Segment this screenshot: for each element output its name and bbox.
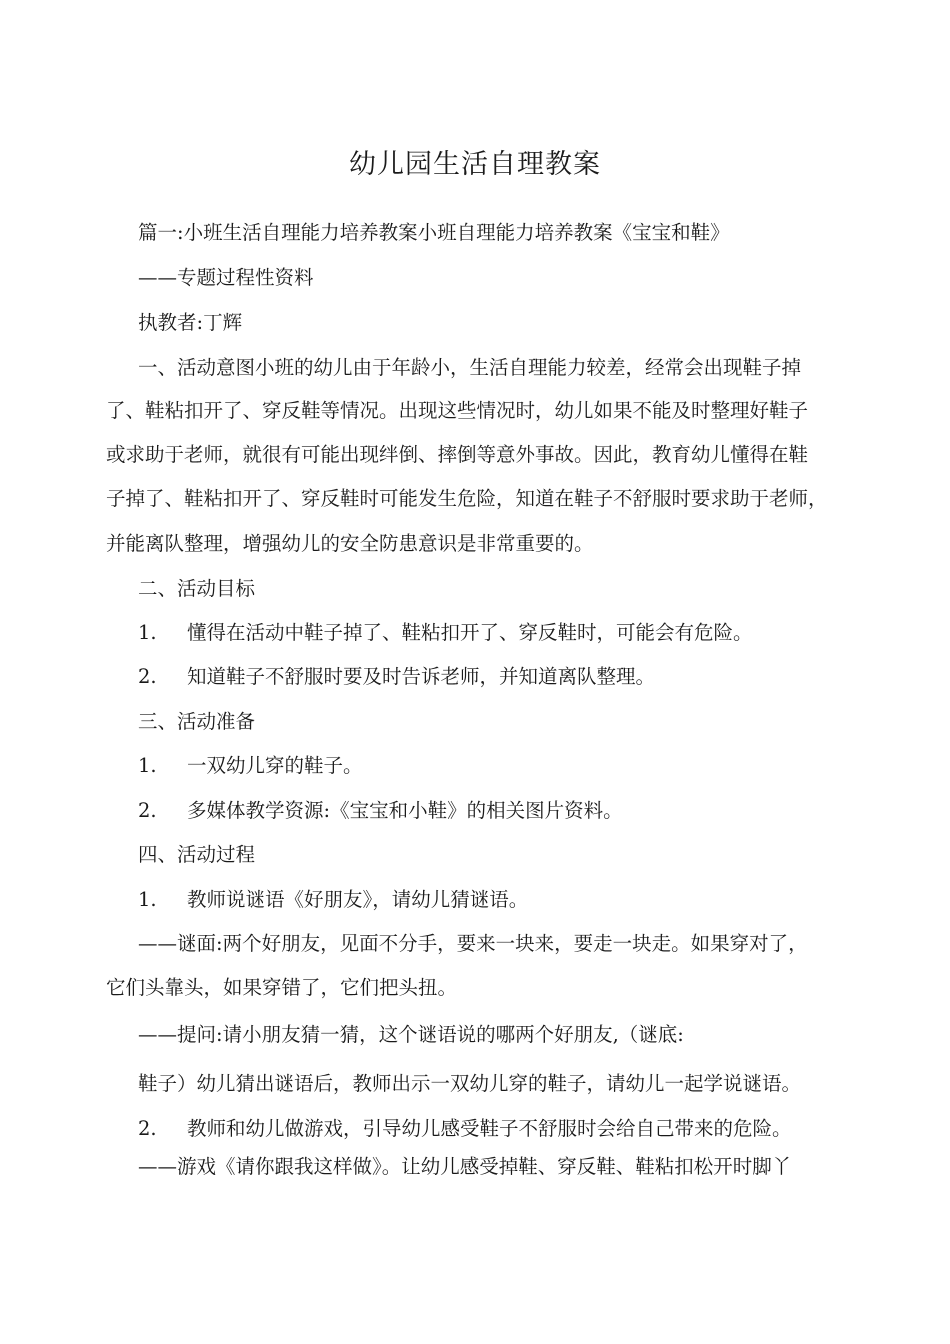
paragraph-line: 或求助于老师，就很有可能出现绊倒、摔倒等意外事故。因此，教育幼儿懂得在鞋 (106, 443, 809, 466)
list-item (138, 1116, 848, 1142)
list-item (138, 620, 848, 646)
paragraph-line: 鞋子）幼儿猜出谜语后，教师出示一双幼儿穿的鞋子，请幼儿一起学说谜语。 (138, 1072, 802, 1095)
list-text: 教师和幼儿做游戏，引导幼儿感受鞋子不舒服时会给自己带来的危险。 (187, 1117, 792, 1140)
document-title: 幼儿园生活自理教案 (349, 149, 601, 180)
list-item (138, 753, 848, 779)
list-text: 多媒体教学资源:《宝宝和小鞋》的相关图片资料。 (187, 799, 623, 822)
paragraph-line: 并能离队整理，增强幼儿的安全防患意识是非常重要的。 (106, 532, 594, 555)
list-item (138, 798, 848, 824)
section-heading: 四、活动过程 (138, 843, 256, 866)
list-number: 1. (138, 621, 157, 644)
list-number: 2. (138, 665, 157, 688)
list-number: 1. (138, 888, 157, 911)
subtitle-line: ——专题过程性资料 (138, 266, 314, 289)
paragraph-line: 子掉了、鞋粘扣开了、穿反鞋时可能发生危险，知道在鞋子不舒服时要求助于老师， (106, 487, 828, 510)
paragraph-line: 它们头靠头，如果穿错了，它们把头扭。 (106, 976, 458, 999)
list-number: 1. (138, 754, 157, 777)
list-text: 一双幼儿穿的鞋子。 (187, 754, 363, 777)
author-line: 执教者:丁辉 (138, 311, 243, 334)
paragraph-line: 了、鞋粘扣开了、穿反鞋等情况。出现这些情况时，幼儿如果不能及时整理好鞋子 (106, 399, 809, 422)
paragraph-line: ——提问:请小朋友猜一猜，这个谜语说的哪两个好朋友,（谜底: (138, 1023, 684, 1046)
list-item (138, 664, 848, 690)
list-item (138, 887, 848, 913)
list-number: 2. (138, 799, 157, 822)
list-number: 2. (138, 1117, 157, 1140)
paragraph-line: ——游戏《请你跟我这样做》。让幼儿感受掉鞋、穿反鞋、鞋粘扣松开时脚丫 (138, 1155, 792, 1178)
section-heading: 三、活动准备 (138, 710, 256, 733)
section-heading-part1: 篇一:小班生活自理能力培养教案小班自理能力培养教案《宝宝和鞋》 (138, 221, 730, 244)
section-heading: 二、活动目标 (138, 577, 256, 600)
list-text: 教师说谜语《好朋友》，请幼儿猜谜语。 (187, 888, 529, 911)
list-text: 懂得在活动中鞋子掉了、鞋粘扣开了、穿反鞋时，可能会有危险。 (187, 621, 753, 644)
list-text: 知道鞋子不舒服时要及时告诉老师，并知道离队整理。 (187, 665, 656, 688)
paragraph-line: 一、活动意图小班的幼儿由于年龄小，生活自理能力较差，经常会出现鞋子掉 (138, 356, 802, 379)
paragraph-line: ——谜面:两个好朋友，见面不分手，要来一块来，要走一块走。如果穿对了， (138, 932, 808, 955)
